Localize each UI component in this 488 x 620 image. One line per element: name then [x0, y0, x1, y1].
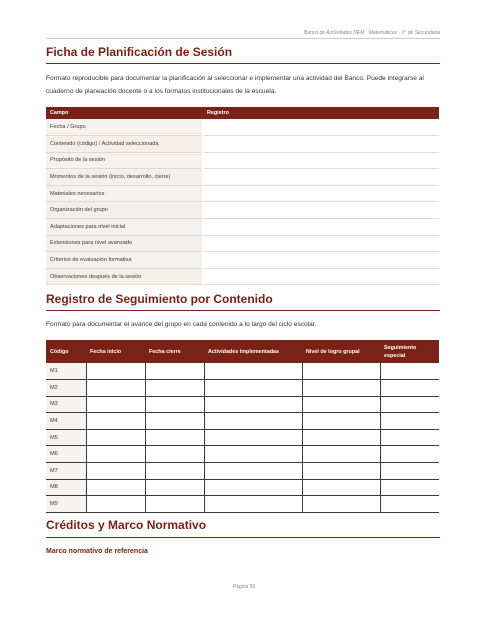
- content-code: M9: [46, 496, 86, 513]
- tracking-cell[interactable]: [145, 463, 204, 480]
- tracking-cell[interactable]: [380, 363, 439, 380]
- tracking-cell[interactable]: [204, 413, 302, 430]
- tracking-table: [46, 340, 439, 513]
- tracking-cell[interactable]: [145, 380, 204, 397]
- subsection-title: Marco normativo de referencia: [46, 548, 148, 555]
- table-row: [46, 235, 439, 252]
- tracking-cell[interactable]: [380, 396, 439, 413]
- section-description: Formato para documentar el avance del grupo en cada contenido a lo largo del ciclo escolar.: [46, 321, 317, 328]
- tracking-cell[interactable]: [204, 479, 302, 496]
- tracking-cell[interactable]: [86, 463, 145, 480]
- table-row: [46, 380, 439, 397]
- tracking-cell[interactable]: [302, 396, 380, 413]
- tracking-cell[interactable]: [302, 463, 380, 480]
- table-row: [46, 268, 439, 285]
- record-cell[interactable]: [203, 235, 439, 252]
- record-cell[interactable]: [203, 169, 439, 186]
- tracking-cell[interactable]: [380, 413, 439, 430]
- column-header: Fecha cierre: [145, 340, 204, 363]
- tracking-cell[interactable]: [204, 380, 302, 397]
- field-label: Observaciones después de la sesión: [46, 268, 203, 285]
- content-code: M8: [46, 479, 86, 496]
- column-header: Actividades implementadas: [204, 340, 302, 363]
- content-code: M5: [46, 429, 86, 446]
- running-header: Banco de Actividades NEM · Matemáticas · 3° de Secundaria: [303, 30, 440, 36]
- tracking-cell[interactable]: [204, 496, 302, 513]
- content-code: M6: [46, 446, 86, 463]
- planning-table: [46, 107, 439, 285]
- section-description: Formato reproducible para documentar la planificación al seleccionar e implementar una actividad del Banco. Puede integrarse al cuaderno de planeación docente o a los formatos institucionales de la escuela.: [46, 75, 424, 95]
- tracking-cell[interactable]: [86, 413, 145, 430]
- tracking-cell[interactable]: [302, 446, 380, 463]
- record-cell[interactable]: [203, 202, 439, 219]
- tracking-cell[interactable]: [380, 463, 439, 480]
- table-row: [46, 463, 439, 480]
- record-cell[interactable]: [203, 219, 439, 236]
- tracking-cell[interactable]: [204, 429, 302, 446]
- field-label: Organización del grupo: [46, 202, 203, 219]
- field-label: Momentos de la sesión (inicio, desarrollo, cierre): [46, 169, 203, 186]
- tracking-cell[interactable]: [380, 479, 439, 496]
- tracking-cell[interactable]: [145, 479, 204, 496]
- tracking-cell[interactable]: [302, 429, 380, 446]
- tracking-cell[interactable]: [204, 463, 302, 480]
- record-cell[interactable]: [203, 152, 439, 169]
- content-code: M4: [46, 413, 86, 430]
- table-row: [46, 363, 439, 380]
- section-rule: [46, 537, 440, 538]
- section-title-ficha: Ficha de Planificación de Sesión: [46, 45, 233, 59]
- table-row: [46, 202, 439, 219]
- table-row: [46, 413, 439, 430]
- tracking-cell[interactable]: [86, 363, 145, 380]
- content-code: M3: [46, 396, 86, 413]
- field-label: Extensiones para nivel avanzado: [46, 235, 203, 252]
- tracking-cell[interactable]: [204, 446, 302, 463]
- column-header: Campo: [46, 107, 203, 119]
- header-rule: [46, 38, 440, 39]
- table-header-row: [46, 340, 439, 363]
- tracking-cell[interactable]: [86, 446, 145, 463]
- tracking-cell[interactable]: [86, 479, 145, 496]
- table-row: [46, 496, 439, 513]
- table-row: [46, 252, 439, 269]
- table-row: [46, 219, 439, 236]
- tracking-cell[interactable]: [145, 396, 204, 413]
- record-cell[interactable]: [203, 119, 439, 136]
- tracking-cell[interactable]: [380, 380, 439, 397]
- record-cell[interactable]: [203, 185, 439, 202]
- column-header: Fecha inicio: [86, 340, 145, 363]
- table-row: [46, 479, 439, 496]
- tracking-cell[interactable]: [302, 479, 380, 496]
- tracking-cell[interactable]: [302, 413, 380, 430]
- tracking-cell[interactable]: [145, 446, 204, 463]
- table-row: [46, 169, 439, 186]
- record-cell[interactable]: [203, 268, 439, 285]
- tracking-cell[interactable]: [86, 396, 145, 413]
- section-rule: [46, 310, 440, 311]
- field-label: Adaptaciones para nivel inicial: [46, 219, 203, 236]
- content-code: M2: [46, 380, 86, 397]
- tracking-cell[interactable]: [302, 380, 380, 397]
- table-row: [46, 446, 439, 463]
- table-row: [46, 152, 439, 169]
- field-label: Propósito de la sesión: [46, 152, 203, 169]
- section-rule: [46, 63, 440, 64]
- table-header-row: [46, 107, 439, 119]
- table-row: [46, 429, 439, 446]
- tracking-cell[interactable]: [302, 363, 380, 380]
- tracking-cell[interactable]: [145, 363, 204, 380]
- record-cell[interactable]: [203, 252, 439, 269]
- tracking-cell[interactable]: [204, 396, 302, 413]
- column-header: Registro: [203, 107, 439, 119]
- tracking-cell[interactable]: [380, 429, 439, 446]
- tracking-cell[interactable]: [86, 380, 145, 397]
- content-code: M1: [46, 363, 86, 380]
- table-row: [46, 396, 439, 413]
- tracking-cell[interactable]: [204, 363, 302, 380]
- tracking-cell[interactable]: [145, 429, 204, 446]
- page-number: Página 50: [232, 584, 256, 590]
- tracking-cell[interactable]: [145, 413, 204, 430]
- content-code: M7: [46, 463, 86, 480]
- tracking-cell[interactable]: [145, 496, 204, 513]
- table-row: [46, 136, 439, 153]
- section-title-registro: Registro de Seguimiento por Contenido: [46, 292, 273, 306]
- tracking-cell[interactable]: [380, 446, 439, 463]
- field-label: Materiales necesarios: [46, 185, 203, 202]
- section-title-creditos: Créditos y Marco Normativo: [46, 518, 207, 532]
- column-header: Seguimiento especial: [380, 340, 439, 363]
- column-header: Código: [46, 340, 86, 363]
- column-header: Nivel de logro grupal: [302, 340, 380, 363]
- table-row: [46, 185, 439, 202]
- field-label: Fecha / Grupo: [46, 119, 203, 136]
- tracking-cell[interactable]: [86, 429, 145, 446]
- record-cell[interactable]: [203, 136, 439, 153]
- field-label: Contenido (código) / Actividad seleccionada: [46, 136, 203, 153]
- table-row: [46, 119, 439, 136]
- tracking-cell[interactable]: [86, 496, 145, 513]
- tracking-cell[interactable]: [380, 496, 439, 513]
- field-label: Criterios de evaluación formativa: [46, 252, 203, 269]
- tracking-cell[interactable]: [302, 496, 380, 513]
